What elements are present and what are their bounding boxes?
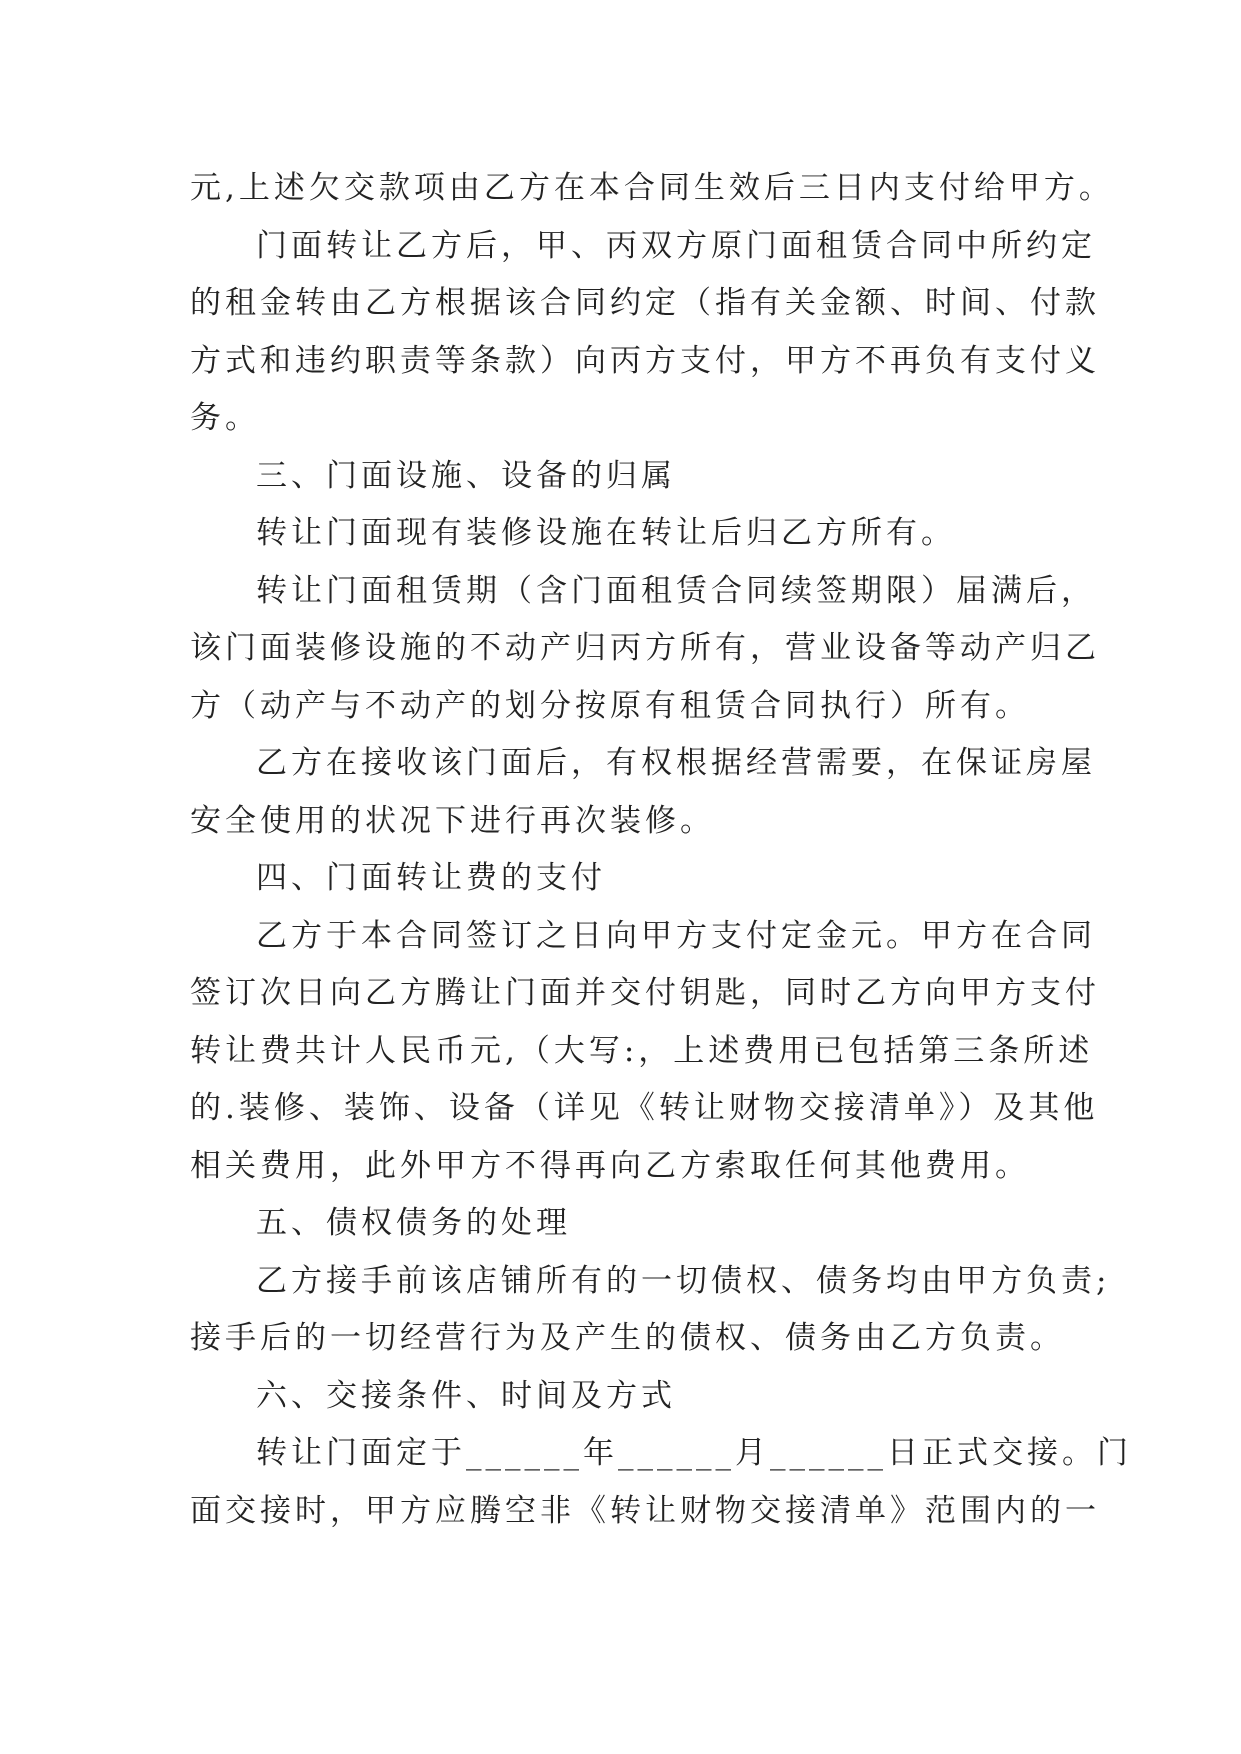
text-line: 转让门面定于______年______月______日正式交接。门: [256, 1435, 1132, 1471]
text-line: 元,上述欠交款项由乙方在本合同生效后三日内支付给甲方。: [190, 170, 1114, 206]
text-line: 的租金转由乙方根据该合同约定（指有关金额、时间、付款: [190, 285, 1100, 321]
text-line: 门面转让乙方后，甲、丙双方原门面租赁合同中所约定: [256, 227, 1096, 264]
text-line: 方式和违约职责等条款）向丙方支付，甲方不再负有支付义: [190, 342, 1100, 379]
text-line: 转让费共计人民币元,（大写:，上述费用已包括第三条所述: [190, 1032, 1094, 1069]
text-line: 接手后的一切经营行为及产生的债权、债务由乙方负责。: [190, 1320, 1065, 1356]
text-line: 的.装修、装饰、设备（详见《转让财物交接清单》）及其他: [190, 1090, 1099, 1126]
text-line: 四、门面转让费的支付: [256, 860, 606, 896]
text-line: 面交接时，甲方应腾空非《转让财物交接清单》范围内的一: [190, 1492, 1100, 1529]
text-line: 签订次日向乙方腾让门面并交付钥匙，同时乙方向甲方支付: [190, 975, 1100, 1011]
text-line: 相关费用，此外甲方不得再向乙方索取任何其他费用。: [190, 1147, 1030, 1184]
document-body: [190, 160, 1132, 1540]
text-line: 三、门面设施、设备的归属: [256, 457, 676, 494]
text-line: 五、债权债务的处理: [256, 1205, 571, 1241]
text-line: 安全使用的状况下进行再次装修。: [190, 802, 715, 839]
text-line: 乙方于本合同签订之日向甲方支付定金元。甲方在合同: [256, 917, 1096, 954]
text-line: 乙方接手前该店铺所有的一切债权、债务均由甲方负责;: [256, 1262, 1111, 1299]
text-line: 乙方在接收该门面后，有权根据经营需要，在保证房屋: [256, 745, 1096, 781]
text-line: 务。: [190, 400, 260, 436]
text-line: 六、交接条件、时间及方式: [256, 1377, 676, 1414]
text-line: 转让门面租赁期（含门面租赁合同续签期限）届满后，: [256, 572, 1096, 609]
text-line: 方（动产与不动产的划分按原有租赁合同执行）所有。: [190, 687, 1030, 724]
text-line: 转让门面现有装修设施在转让后归乙方所有。: [256, 515, 956, 551]
text-line: 该门面装修设施的不动产归丙方所有，营业设备等动产归乙: [190, 630, 1100, 666]
